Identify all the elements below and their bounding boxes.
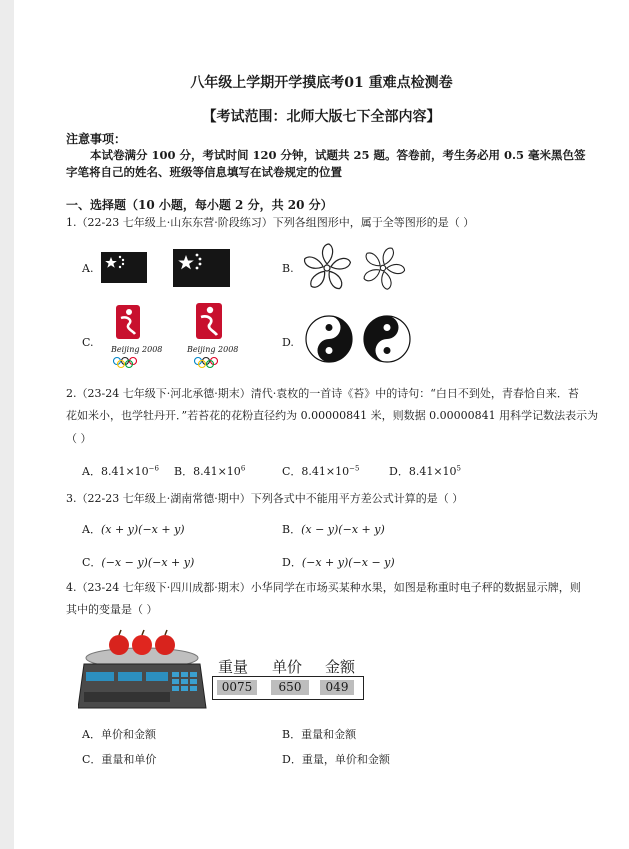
olympic-logo-left bbox=[114, 305, 141, 368]
q3-option-d: D．(−x + y)(−x − y) bbox=[282, 556, 395, 569]
q1-logo-caption-left: Beijing 2008 bbox=[111, 345, 163, 354]
q2-option-c: C．$8.41\times 10^{-5}$ bbox=[282, 464, 360, 478]
question-2-stem-line2: 花如米小，也学牡丹开．”若苔花的花粉直径约为 0.00000841 米，则数据 0.00000841 用科学记数法表示为 bbox=[66, 409, 599, 422]
q4-option-d: D．重量，单价和金额 bbox=[282, 753, 390, 766]
question-3-stem: 3.（22-23 七年级上·湖南常德·期中）下列各式中不能用平方差公式计算的是（ ） bbox=[66, 492, 464, 505]
notes-body: 本试卷满分 100 分，考试时间 120 分钟，试题共 25 题。答卷前，考生务必用 0.5 毫米黑色签字笔将自己的姓名、班级等信息填写在试卷规定的位置 bbox=[66, 148, 586, 179]
page-title: 八年级上学期开学摸底考01 重难点检测卷 bbox=[190, 75, 453, 91]
q2-option-d: D．$8.41\times 10^5$ bbox=[389, 464, 462, 478]
question-1-stem: 1.（22-23 七年级上·山东东营·阶段练习）下列各组图形中，属于全等图形的是（ ） bbox=[66, 216, 475, 229]
flag-large bbox=[173, 249, 230, 287]
section-heading: 一、选择题（10 小题，每小题 2 分，共 20 分） bbox=[66, 198, 333, 212]
yinyang-left bbox=[306, 316, 352, 362]
q4-option-a: A．单价和金额 bbox=[82, 728, 156, 741]
q3-option-c: C．(−x − y)(−x + y) bbox=[82, 556, 195, 569]
display-header-amount: 金额 bbox=[325, 658, 356, 676]
question-4-stem-line2: 其中的变量是（ ） bbox=[66, 603, 158, 616]
q1-option-b-label: B. bbox=[282, 262, 294, 275]
q4-option-c: C．重量和单价 bbox=[82, 753, 157, 766]
olympic-logo-right bbox=[195, 303, 223, 368]
flower-left bbox=[303, 244, 352, 291]
q1-option-a-flags bbox=[100, 249, 230, 287]
yinyang-right bbox=[364, 316, 410, 362]
q2-option-b: B．$8.41\times 10^6$ bbox=[174, 464, 246, 478]
display-header-weight: 重量 bbox=[218, 658, 249, 676]
q1-option-d-label: D. bbox=[282, 336, 294, 349]
apple-icon bbox=[109, 635, 129, 655]
notes-heading: 注意事项： bbox=[66, 132, 127, 146]
flower-right bbox=[362, 246, 404, 290]
display-weight-value: 0075 bbox=[217, 680, 257, 695]
exam-page bbox=[14, 0, 629, 849]
apple-icon bbox=[132, 635, 152, 655]
display-header-unit-price: 单价 bbox=[272, 658, 303, 676]
q4-option-b: B．重量和金额 bbox=[282, 728, 357, 741]
q2-option-a: A．$8.41\times 10^{-6}$ bbox=[82, 464, 159, 478]
apple-icon bbox=[155, 635, 175, 655]
question-2-stem-line3: （ ） bbox=[66, 432, 92, 445]
flag-small bbox=[101, 252, 147, 283]
q1-option-a-label: A. bbox=[82, 262, 94, 275]
q3-option-b: B．(x − y)(−x + y) bbox=[282, 523, 385, 536]
q1-option-c-logos bbox=[100, 303, 240, 371]
exam-range: 【考试范围：北师大版七下全部内容】 bbox=[202, 109, 441, 125]
q1-logo-caption-right: Beijing 2008 bbox=[187, 345, 239, 354]
scale-illustration bbox=[78, 628, 208, 714]
question-2-stem-line1: 2.（23-24 七年级下·河北承德·期末）清代·袁枚的一首诗《苔》中的诗句：“白日不到处，青春恰自来．苔 bbox=[66, 387, 579, 400]
q3-option-a: A．(x + y)(−x + y) bbox=[82, 523, 185, 536]
display-amount-value: 049 bbox=[320, 680, 354, 695]
q1-option-d-yinyang bbox=[305, 313, 415, 365]
q1-option-b-flowers bbox=[301, 242, 411, 294]
q1-option-c-label: C. bbox=[82, 336, 94, 349]
display-unit-price-value: 650 bbox=[271, 680, 309, 695]
question-4-stem-line1: 4.（23-24 七年级下·四川成都·期末）小华同学在市场买某种水果，如图是称重时电子秤的数据显示牌，则 bbox=[66, 581, 581, 594]
